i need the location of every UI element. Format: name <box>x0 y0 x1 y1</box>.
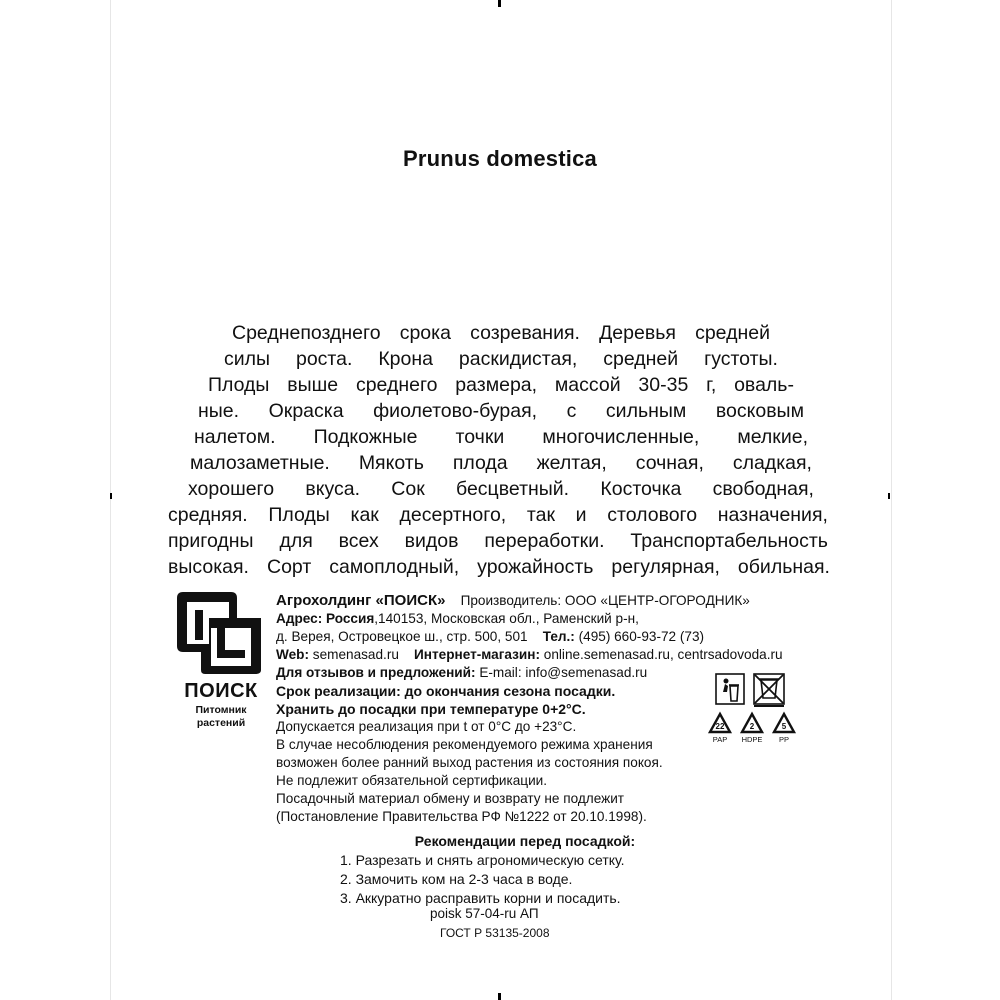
shop-links[interactable]: online.semenasad.ru, centrsadovoda.ru <box>543 647 783 662</box>
address-country: Россия <box>326 611 375 626</box>
description-word: средней <box>603 348 679 370</box>
right-crop-mark <box>888 493 890 499</box>
species-title: Prunus domestica <box>403 146 597 171</box>
description-word: густоты. <box>704 348 778 370</box>
description-word: регулярная, <box>611 556 720 578</box>
description-word: созревания. <box>470 322 580 344</box>
description-word: сочная, <box>635 452 704 474</box>
bottom-crop-mark <box>498 993 501 1000</box>
description-word: малозаметные. <box>190 452 330 474</box>
recommendation-step: 2. Замочить ком на 2-3 часа в воде. <box>340 871 573 887</box>
poisk-logo <box>175 590 265 676</box>
svg-text:PAP: PAP <box>712 735 728 744</box>
description-word: налетом. <box>194 426 276 448</box>
variety-description <box>168 320 834 580</box>
return-policy: Посадочный материал обмену и возврату не подлежит <box>276 791 625 806</box>
recommendations-list <box>340 851 625 908</box>
description-word: видов <box>404 530 459 552</box>
description-word: сильным <box>605 400 687 422</box>
description-word: как <box>350 504 379 526</box>
description-line <box>168 502 834 528</box>
description-word: средней <box>695 322 770 344</box>
holding-name: Агрохолдинг «ПОИСК» <box>276 592 446 609</box>
description-line <box>168 398 834 424</box>
logo-subtitle-line: Питомник <box>195 704 247 716</box>
web-link[interactable]: semenasad.ru <box>312 647 399 662</box>
description-line <box>168 372 834 398</box>
description-word: Плоды <box>208 374 270 396</box>
description-word: обильная. <box>737 556 830 578</box>
description-word: Плоды <box>268 504 330 526</box>
description-word: для <box>279 530 313 552</box>
description-word: силы <box>224 348 271 370</box>
description-word: Окраска <box>268 400 344 422</box>
recycling-icons <box>706 672 802 752</box>
recommendations-heading: Рекомендации перед посадкой: <box>414 833 636 849</box>
svg-text:2: 2 <box>749 722 755 731</box>
planting-recommendations <box>0 832 1000 906</box>
description-word: Косточка <box>600 478 682 500</box>
recommendation-step: 3. Аккуратно расправить корни и посадить. <box>340 890 621 906</box>
description-word: срока <box>399 322 451 344</box>
logo-subtitle-line: растений <box>196 717 246 729</box>
description-line <box>168 476 834 502</box>
description-word: размера, <box>455 374 538 396</box>
description-word: выше <box>287 374 339 396</box>
description-line <box>168 346 834 372</box>
svg-text:5: 5 <box>781 722 787 731</box>
top-crop-mark <box>498 0 501 7</box>
description-word: сладкая, <box>732 452 812 474</box>
storage-temperature: Хранить до посадки при температуре 0+2°С. <box>276 701 586 717</box>
gost-standard: ГОСТ Р 53135-2008 <box>440 926 550 940</box>
recycle-22-icon <box>710 714 730 744</box>
description-word: средняя. <box>168 504 248 526</box>
svg-text:22: 22 <box>715 722 725 731</box>
description-line <box>168 320 834 346</box>
description-word: свободная, <box>712 478 814 500</box>
description-word: самоплодный, <box>329 556 460 578</box>
description-word: многочисленные, <box>542 426 700 448</box>
storage-warning: В случае несоблюдения рекомендуемого режима хранения <box>276 737 653 752</box>
svg-text:PP: PP <box>778 735 790 744</box>
description-word: назначения, <box>717 504 828 526</box>
recycle-5-icon <box>774 714 794 744</box>
description-word: всех <box>338 530 379 552</box>
description-word: восковым <box>715 400 804 422</box>
description-word: десертного, <box>399 504 507 526</box>
product-code: poisk 57-04-ru АП <box>430 906 539 921</box>
description-word: вкуса. <box>305 478 361 500</box>
phone: (495) 660-93-72 (73) <box>578 629 705 644</box>
shop-label: Интернет-магазин: <box>414 647 540 662</box>
description-word: среднего <box>355 374 438 396</box>
description-word: точки <box>455 426 505 448</box>
svg-text:HDPE: HDPE <box>741 735 763 744</box>
description-word: роста. <box>295 348 353 370</box>
description-word: ные. <box>198 400 240 422</box>
left-crop-mark <box>110 493 112 499</box>
description-word: желтая, <box>536 452 607 474</box>
description-word: Транспортабельность <box>630 530 828 552</box>
description-word: Деревья <box>599 322 676 344</box>
shelf-life: Срок реализации: до окончания сезона посадки. <box>276 683 616 699</box>
description-line <box>168 450 834 476</box>
description-word: раскидистая, <box>458 348 578 370</box>
description-word: Среднепозднего <box>232 322 381 344</box>
description-word: фиолетово-бурая, <box>373 400 538 422</box>
description-line <box>168 424 834 450</box>
description-word: Сок <box>391 478 425 500</box>
description-word: так <box>526 504 555 526</box>
description-word: высокая. <box>168 556 249 578</box>
description-word: столового <box>607 504 698 526</box>
description-word: Мякоть <box>358 452 424 474</box>
description-word: массой <box>554 374 621 396</box>
allowed-sale-temperature: Допускается реализация при t от 0°С до +23°С. <box>276 719 577 734</box>
address-line2: д. Верея, Островецкое ш., стр. 500, 501 <box>276 629 528 644</box>
phone-label: Тел.: <box>542 629 575 644</box>
description-word: оваль- <box>734 374 794 396</box>
description-word: хорошего <box>188 478 275 500</box>
recommendation-step: 1. Разрезать и снять агрономическую сетку. <box>340 852 625 868</box>
storage-warning: возможен более ранний выход растения из состояния покоя. <box>276 755 663 770</box>
email[interactable]: E-mail: info@semenasad.ru <box>479 665 648 680</box>
description-word: 30-35 <box>638 374 689 396</box>
description-word: с <box>566 400 577 422</box>
description-word: Подкожные <box>313 426 418 448</box>
web-label: Web: <box>276 647 309 662</box>
certification-note: Не подлежит обязательной сертификации. <box>276 773 548 788</box>
return-policy: (Постановление Правительства РФ №1222 от 20.10.1998). <box>276 809 647 824</box>
trash-bin-icon <box>716 674 744 704</box>
producer: Производитель: ООО «ЦЕНТР-ОГОРОДНИК» <box>460 593 750 608</box>
recycle-2-icon <box>742 714 763 744</box>
no-dispose-icon <box>754 674 784 706</box>
description-line <box>168 554 834 580</box>
description-word: урожайность <box>477 556 594 578</box>
description-word: переработки. <box>484 530 605 552</box>
description-word: плода <box>452 452 508 474</box>
description-word: бесцветный. <box>456 478 570 500</box>
feedback-label: Для отзывов и предложений: <box>276 665 476 680</box>
logo-name: ПОИСК <box>184 680 258 702</box>
description-word: и <box>575 504 587 526</box>
description-word: мелкие, <box>737 426 808 448</box>
description-word: пригодны <box>168 530 254 552</box>
address-text: ,140153, Московская обл., Раменский р-н, <box>374 611 639 626</box>
description-word: г, <box>706 374 717 396</box>
logo-subtitle <box>178 704 264 730</box>
description-word: Сорт <box>266 556 312 578</box>
description-line <box>168 528 834 554</box>
description-word: Крона <box>378 348 433 370</box>
address-label: Адрес: <box>276 611 323 626</box>
